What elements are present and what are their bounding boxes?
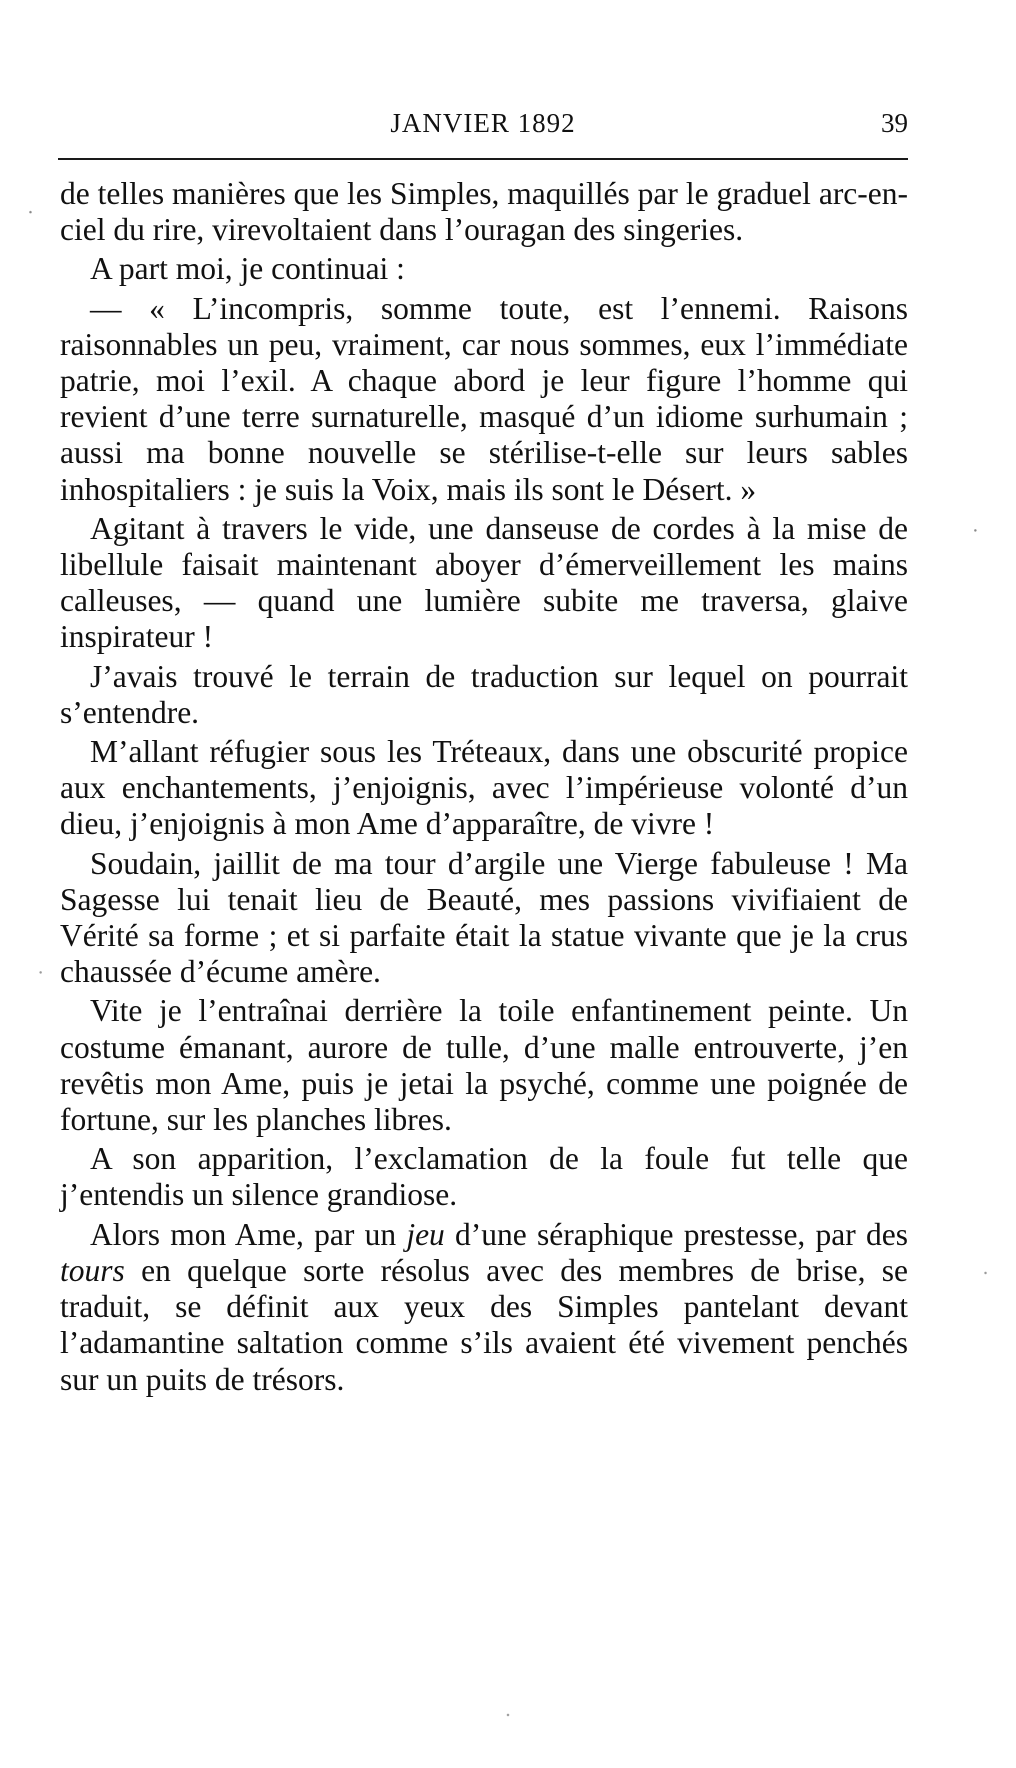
text-run: d’une séraphique prestesse, par des: [444, 1216, 909, 1252]
paragraph: [60, 511, 908, 656]
running-title: JANVIER 1892: [390, 108, 576, 138]
running-header: [58, 108, 908, 148]
text-run: Vite je l’entraînai derrière la toile enfantinement peinte. Un costume émanant, aurore de tulle, d’une malle entrouverte, j’en revêtis mon Ame, puis je jetai la psyché, comme une poignée de fortune, sur les planches libres.: [60, 993, 908, 1138]
paragraph: [60, 659, 908, 731]
text-run: Agitant à travers le vide, une danseuse de cordes à la mise de libellule faisait maintenant aboyer d’émerveillement les mains calleuses, — quand une lumière subite me traversa, glaive inspirateur !: [60, 510, 908, 655]
italic-phrase: jeu: [406, 1216, 445, 1252]
header-rule: [58, 158, 908, 160]
text-run: Alors mon Ame, par un: [90, 1216, 407, 1252]
italic-phrase: tours: [60, 1252, 125, 1288]
body-text: [60, 176, 908, 1401]
paragraph: [60, 291, 908, 508]
paragraph: [60, 1217, 908, 1398]
paragraph: [60, 846, 908, 991]
text-run: J’avais trouvé le terrain de traduction sur lequel on pourrait s’entendre.: [60, 658, 908, 730]
paragraph: [60, 176, 908, 248]
text-run: Soudain, jaillit de ma tour d’argile une Vierge fabuleuse ! Ma Sagesse lui tenait lieu de Beauté, mes passions vivifiaient de Vérité sa forme ; et si parfaite était la statue vivante que je la crus chaussée d’écume amère.: [60, 845, 908, 990]
paragraph: [60, 251, 908, 287]
text-run: A part moi, je continuai :: [90, 251, 405, 287]
text-run: de telles manières que les Simples, maquillés par le graduel arc-en-ciel du rire, virevoltaient dans l’ouragan des singeries.: [60, 176, 908, 248]
text-run: en quelque sorte résolus avec des membres de brise, se traduit, se définit aux yeux des Simples pantelant devant l’adamantine saltation comme s’ils avaient été vivement penchés sur un puits de trésors.: [60, 1252, 908, 1397]
text-run: M’allant réfugier sous les Tréteaux, dans une obscurité propice aux enchantements, j’enjoignis, avec l’impérieuse volonté d’un dieu, j’enjoignis à mon Ame d’apparaître, de vivre !: [60, 734, 908, 842]
text-run: A son apparition, l’exclamation de la foule fut telle que j’entendis un silence grandiose.: [60, 1141, 908, 1213]
page-number: 39: [881, 108, 908, 138]
paragraph: [60, 1141, 908, 1213]
text-run: — « L’incompris, somme toute, est l’ennemi. Raisons raisonnables un peu, vraiment, car nous sommes, eux l’immédiate patrie, moi l’exil. A chaque abord je leur figure l’homme qui revient d’une terre surnaturelle, masqué d’un idiome surhumain ; aussi ma bonne nouvelle se stérilise-t-elle sur leurs sables inhospitaliers : je suis la Voix, mais ils sont le Désert. »: [60, 290, 908, 507]
paragraph: [60, 993, 908, 1138]
paragraph: [60, 734, 908, 843]
